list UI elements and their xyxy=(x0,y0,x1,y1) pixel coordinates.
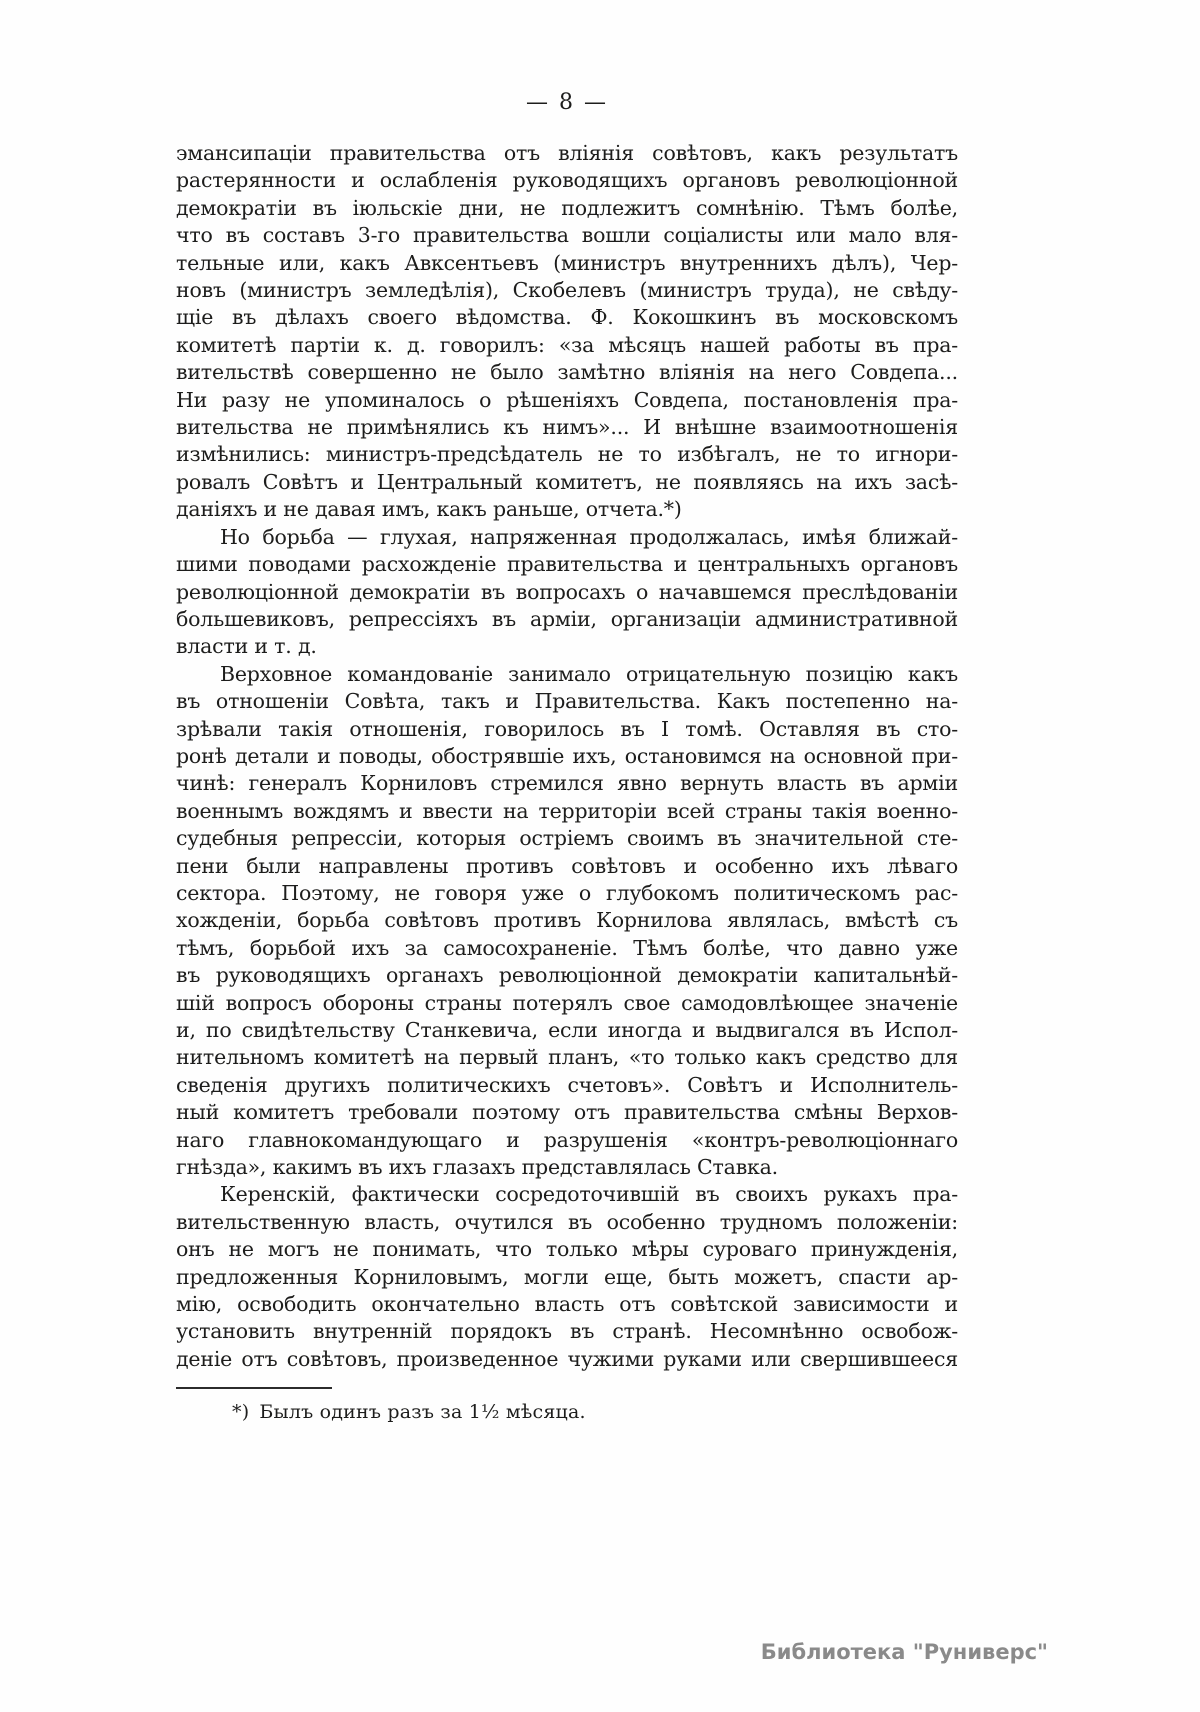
text-line: хожденіи, борьба совѣтовъ противъ Корнилова являлась, вмѣстѣ съ xyxy=(176,908,958,933)
text-line: ровалъ Совѣтъ и Центральный комитетъ, не появляясь на ихъ засѣ- xyxy=(176,469,958,494)
text-line: новъ (министръ земледѣлія), Скобелевъ (министръ труда), не свѣду- xyxy=(176,278,958,303)
text-line: Керенскій, фактически сосредоточившій въ своихъ рукахъ пра- xyxy=(220,1182,958,1207)
text-line: Верховное командованіе занимало отрицательную позицію какъ xyxy=(220,661,958,686)
text-line: даніяхъ и не давая имъ, какъ раньше, отчета.*) xyxy=(176,497,682,522)
text-line: предложенныя Корниловымъ, могли еще, быть можетъ, спасти ар- xyxy=(176,1264,958,1289)
text-line: вительствѣ совершенно не было замѣтно вліянія на него Совдепа... xyxy=(176,360,958,385)
library-watermark: Библиотека "Руниверс" xyxy=(760,1640,1048,1664)
text-line: власти и т. д. xyxy=(176,634,317,659)
text-line: тѣмъ, борьбой ихъ за самосохраненіе. Тѣмъ болѣе, что давно уже xyxy=(176,935,958,960)
text-line: щіе въ дѣлахъ своего вѣдомства. Ф. Кокошкинъ въ московскомъ xyxy=(176,305,958,330)
text-line: ный комитетъ требовали поэтому отъ правительства смѣны Верхов- xyxy=(176,1100,958,1125)
text-line: и, по свидѣтельству Станкевича, если иногда и выдвигался въ Испол- xyxy=(176,1018,958,1042)
text-line: военнымъ вождямъ и ввести на территоріи всей страны такія военно- xyxy=(176,798,958,823)
text-line: въ отношеніи Совѣта, такъ и Правительства. Какъ постепенно на- xyxy=(176,689,958,714)
footnote-separator xyxy=(176,1387,332,1389)
text-line: деніе отъ совѣтовъ, произведенное чужими руками или свершившееся xyxy=(176,1346,958,1371)
text-line: чинѣ: генералъ Корниловъ стремился явно вернуть власть въ арміи xyxy=(176,771,958,796)
text-line: шій вопросъ обороны страны потерялъ свое самодовлѣющее значеніе xyxy=(176,990,958,1015)
text-line: мію, освободить окончательно власть отъ совѣтской зависимости и xyxy=(176,1292,958,1317)
text-line: большевиковъ, репрессіяхъ въ арміи, организаціи административной xyxy=(176,606,958,631)
text-line: эмансипаціи правительства отъ вліянія совѣтовъ, какъ результатъ xyxy=(176,141,958,165)
text-line: шими поводами расхожденіе правительства и центральныхъ органовъ xyxy=(176,552,958,577)
text-line: что въ составъ 3-го правительства вошли соціалисты или мало вля- xyxy=(176,223,958,248)
text-line: гнѣзда», какимъ въ ихъ глазахъ представлялась Ставка. xyxy=(176,1155,778,1180)
text-line: установить внутренній порядокъ въ странѣ. Несомнѣнно освобож- xyxy=(176,1319,958,1344)
page-body xyxy=(176,140,958,1373)
footnote-text: Былъ одинъ разъ за 1½ мѣсяца. xyxy=(259,1401,586,1424)
text-line: зрѣвали такія отношенія, говорилось въ I томѣ. Оставляя въ сто- xyxy=(176,716,958,741)
text-line: Но борьба — глухая, напряженная продолжалась, имѣя ближай- xyxy=(220,524,958,549)
text-line: растерянности и ослабленія руководящихъ органовъ революціонной xyxy=(176,168,958,193)
text-line: наго главнокомандующаго и разрушенія «контръ-революціоннаго xyxy=(176,1127,958,1152)
text-line: Ни разу не упоминалось о рѣшеніяхъ Совдепа, постановленія пра- xyxy=(176,387,958,412)
text-line: пени были направлены противъ совѣтовъ и особенно ихъ лѣваго xyxy=(176,853,958,878)
text-line: измѣнились: министръ-предсѣдатель не то избѣгалъ, не то игнори- xyxy=(176,442,958,467)
text-line: сектора. Поэтому, не говоря уже о глубокомъ политическомъ рас- xyxy=(176,880,958,905)
text-line: онъ не могъ не понимать, что только мѣры суроваго принужденія, xyxy=(176,1237,958,1262)
text-line: демократіи въ іюльскіе дни, не подлежитъ сомнѣнію. Тѣмъ болѣе, xyxy=(176,195,958,220)
text-line: вительства не примѣнялись къ нимъ»... И внѣшне взаимоотношенія xyxy=(176,415,958,440)
page-number: — 8 — xyxy=(526,90,608,115)
text-line: вительственную власть, очутился въ особенно трудномъ положеніи: xyxy=(176,1209,958,1234)
footnote-marker: *) xyxy=(232,1401,250,1424)
footnote xyxy=(176,1401,958,1423)
text-line: нительномъ комитетѣ на первый планъ, «то только какъ средство для xyxy=(176,1045,958,1070)
text-line: сведенія другихъ политическихъ счетовъ». Совѣтъ и Исполнитель- xyxy=(176,1072,958,1097)
text-column xyxy=(176,90,958,1423)
text-line: въ руководящихъ органахъ революціонной демократіи капитальнѣй- xyxy=(176,963,958,988)
text-line: тельные или, какъ Авксентьевъ (министръ внутреннихъ дѣлъ), Чер- xyxy=(176,250,958,275)
text-line: комитетѣ партіи к. д. говорилъ: «за мѣсяцъ нашей работы въ пра- xyxy=(176,332,958,357)
text-line: ронѣ детали и поводы, обострявшіе ихъ, остановимся на основной при- xyxy=(176,743,958,768)
text-line: революціонной демократіи въ вопросахъ о начавшемся преслѣдованіи xyxy=(176,579,958,604)
text-line: судебныя репрессіи, которыя остріемъ своимъ въ значительной сте- xyxy=(176,826,958,851)
